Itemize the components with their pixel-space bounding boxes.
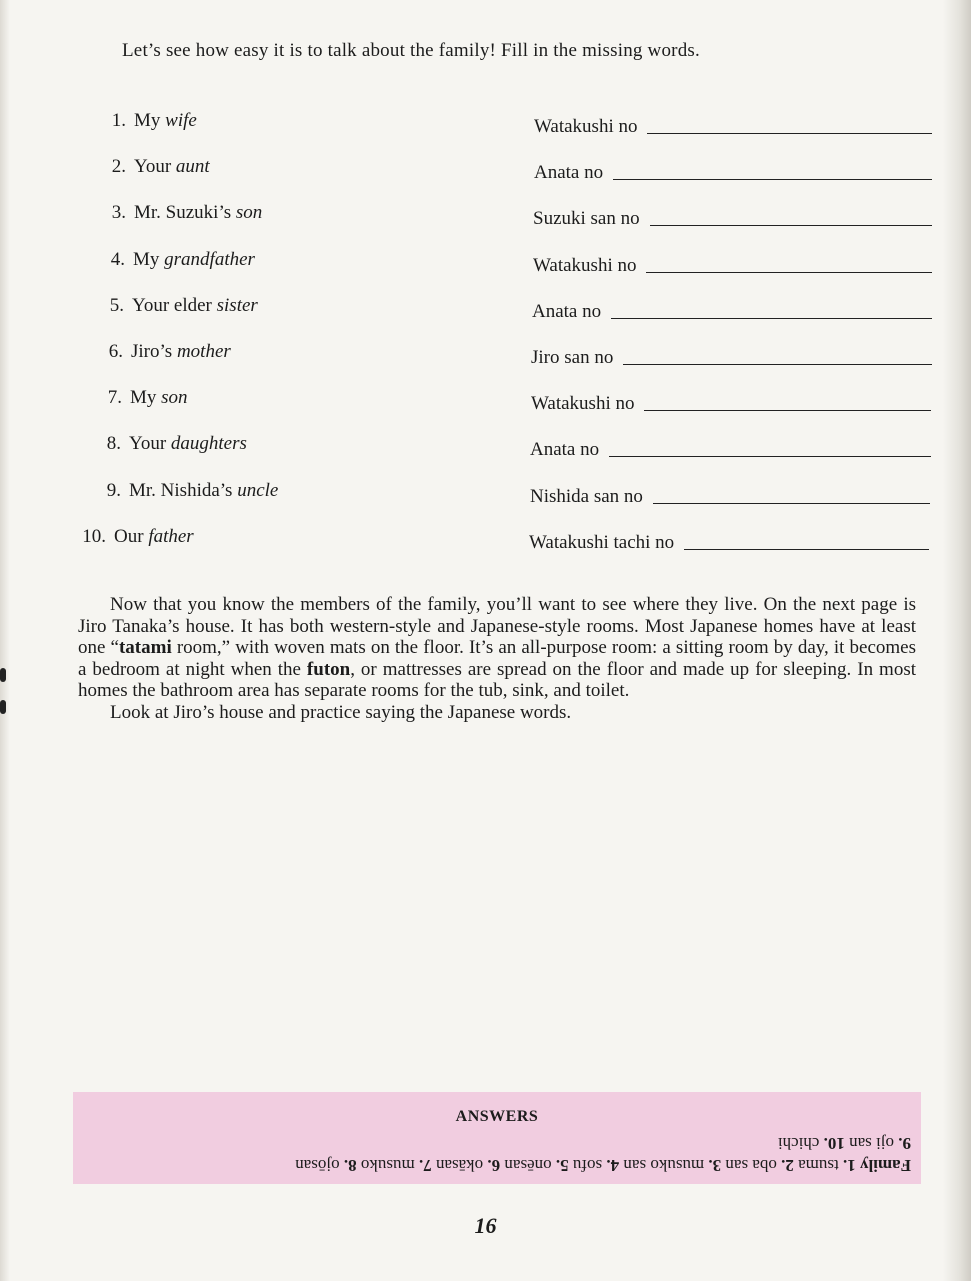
exercise-number: 3. <box>111 202 126 223</box>
answer-blank-line[interactable] <box>611 318 932 319</box>
answer-prompt: Watakushi no <box>533 255 637 276</box>
answer-prompt: Anata no <box>534 162 604 183</box>
exercise-answer <box>529 532 929 554</box>
term-futon: futon <box>306 658 351 680</box>
exercise-number: 9. <box>106 480 121 501</box>
exercise-phrase <box>97 341 231 363</box>
exercise-phrase <box>100 202 262 224</box>
exercise-answer <box>531 393 931 415</box>
exercise-number: 7. <box>107 387 122 408</box>
exercise-family-word: aunt <box>175 156 210 177</box>
exercise-phrase <box>95 433 247 455</box>
term-tatami: tatami <box>118 637 172 658</box>
answer-item: 1. tsuma <box>793 1156 860 1175</box>
para-text: Now that you know the members of the family, you’ll want to see where they live. On the next page is Jiro Tanaka’s house. It has both western-style and Japanese-style rooms. Most Japanese homes have at least one “ <box>78 594 916 658</box>
exercise-family-word: wife <box>165 110 197 131</box>
exercise-prefix: Jiro’s <box>131 341 177 362</box>
exercise-answer <box>531 347 932 369</box>
exercise-prefix: Your elder <box>132 295 217 316</box>
page-number: 16 <box>474 1213 497 1238</box>
answers-label: Family <box>860 1156 911 1175</box>
exercise-row <box>0 249 971 279</box>
answer-item: 7. musuko <box>356 1156 432 1175</box>
exercise-number: 8. <box>106 433 121 454</box>
exercise-row <box>0 480 971 510</box>
answer-blank-line[interactable] <box>646 272 932 273</box>
paragraph-2: Look at Jiro’s house and practice saying the Japanese words. <box>110 701 572 723</box>
exercise-row <box>0 433 971 463</box>
exercise-number: 4. <box>110 249 125 270</box>
answers-title: ANSWERS <box>455 1108 539 1125</box>
answer-item: 2. oba san <box>721 1156 794 1175</box>
answer-prompt: Watakushi no <box>531 393 635 414</box>
answer-blank-line[interactable] <box>613 179 932 180</box>
binding-mark <box>0 700 6 714</box>
answers-box <box>73 1092 921 1184</box>
page-right-edge <box>943 0 971 1281</box>
exercise-family-word: daughters <box>170 433 247 454</box>
answer-item: 6. okāsan <box>431 1156 501 1175</box>
exercise-family-word: son <box>161 387 188 408</box>
exercise-answer <box>532 301 932 323</box>
paragraph-1 <box>78 594 916 702</box>
exercise-family-word: father <box>148 526 194 547</box>
answer-blank-line[interactable] <box>684 549 929 550</box>
exercise-prefix: My <box>130 387 162 408</box>
exercise-phrase <box>80 526 194 548</box>
exercise-row <box>0 387 971 417</box>
exercise-phrase <box>100 110 197 132</box>
instruction-text: Let’s see how easy it is to talk about the family! Fill in the missing words. <box>122 40 700 61</box>
exercise-number: 6. <box>108 341 123 362</box>
exercise-row <box>0 295 971 325</box>
answer-blank-line[interactable] <box>609 456 931 457</box>
answer-prompt: Anata no <box>532 301 602 322</box>
exercise-answer <box>534 162 932 184</box>
answer-item: 3. musuko san <box>619 1156 722 1175</box>
exercise-phrase <box>98 295 258 317</box>
answer-item: 10. chichi <box>777 1134 845 1153</box>
intro-paragraph <box>78 594 916 723</box>
exercise-row <box>0 526 971 556</box>
para-text: room,” with woven mats on the floor. It’s an all-purpose room: a sitting room by day, it becomes a bedroom at night when the <box>78 637 916 680</box>
answers-line-2 <box>83 1132 911 1154</box>
exercise-family-word: grandfather <box>164 249 255 270</box>
exercise-prefix: Mr. Suzuki’s <box>134 202 236 223</box>
page-left-edge <box>0 0 10 1281</box>
answer-prompt: Anata no <box>530 439 600 460</box>
answer-prompt: Jiro san no <box>531 347 614 368</box>
exercise-phrase <box>100 156 210 178</box>
exercise-family-word: mother <box>176 341 231 362</box>
exercise-prefix: Your <box>129 433 171 454</box>
exercise-prefix: Our <box>114 526 149 547</box>
answer-blank-line[interactable] <box>644 410 931 411</box>
exercise-family-word: son <box>235 202 263 223</box>
answer-blank-line[interactable] <box>647 133 932 134</box>
exercise-family-word: uncle <box>237 480 279 501</box>
exercise-number: 1. <box>111 110 126 131</box>
exercise-number: 10. <box>82 526 106 547</box>
answer-item: 8. ojōsan <box>295 1156 357 1175</box>
exercise-number: 2. <box>111 156 126 177</box>
binding-mark <box>0 668 6 682</box>
exercise-family-word: sister <box>216 295 258 316</box>
exercise-answer <box>533 255 932 277</box>
answer-blank-line[interactable] <box>623 364 932 365</box>
answer-prompt: Suzuki san no <box>533 208 640 229</box>
exercise-number: 5. <box>109 295 124 316</box>
exercise-answer <box>534 116 932 138</box>
exercise-answer <box>530 439 931 461</box>
exercise-row <box>0 202 971 232</box>
exercise-row <box>0 341 971 371</box>
answer-prompt: Watakushi tachi no <box>529 532 675 553</box>
exercise-prefix: Your <box>134 156 176 177</box>
exercise-row <box>0 110 971 140</box>
exercise-prefix: My <box>134 110 166 131</box>
exercise-phrase <box>99 249 255 271</box>
answer-blank-line[interactable] <box>653 503 930 504</box>
answers-line-1 <box>83 1154 911 1176</box>
answer-prompt: Nishida san no <box>530 486 643 507</box>
para-text: , or mattresses are spread on the floor and made up for sleeping. In most homes the bathroom area has separate rooms for the tub, sink, and toilet. <box>78 658 916 701</box>
answer-prompt: Watakushi no <box>534 116 638 137</box>
exercise-prefix: Mr. Nishida’s <box>129 480 238 501</box>
exercise-row <box>0 156 971 186</box>
exercise-phrase <box>96 387 188 409</box>
answer-item: 4. sofu <box>568 1156 620 1175</box>
exercise-answer <box>533 208 932 230</box>
answer-item: 9. oji san <box>844 1134 911 1153</box>
answer-item: 5. onēsan <box>500 1156 569 1175</box>
answer-blank-line[interactable] <box>650 225 932 226</box>
exercise-prefix: My <box>133 249 165 270</box>
exercise-answer <box>530 486 930 508</box>
exercise-phrase <box>95 480 278 502</box>
answers-upside-down <box>83 1132 911 1176</box>
